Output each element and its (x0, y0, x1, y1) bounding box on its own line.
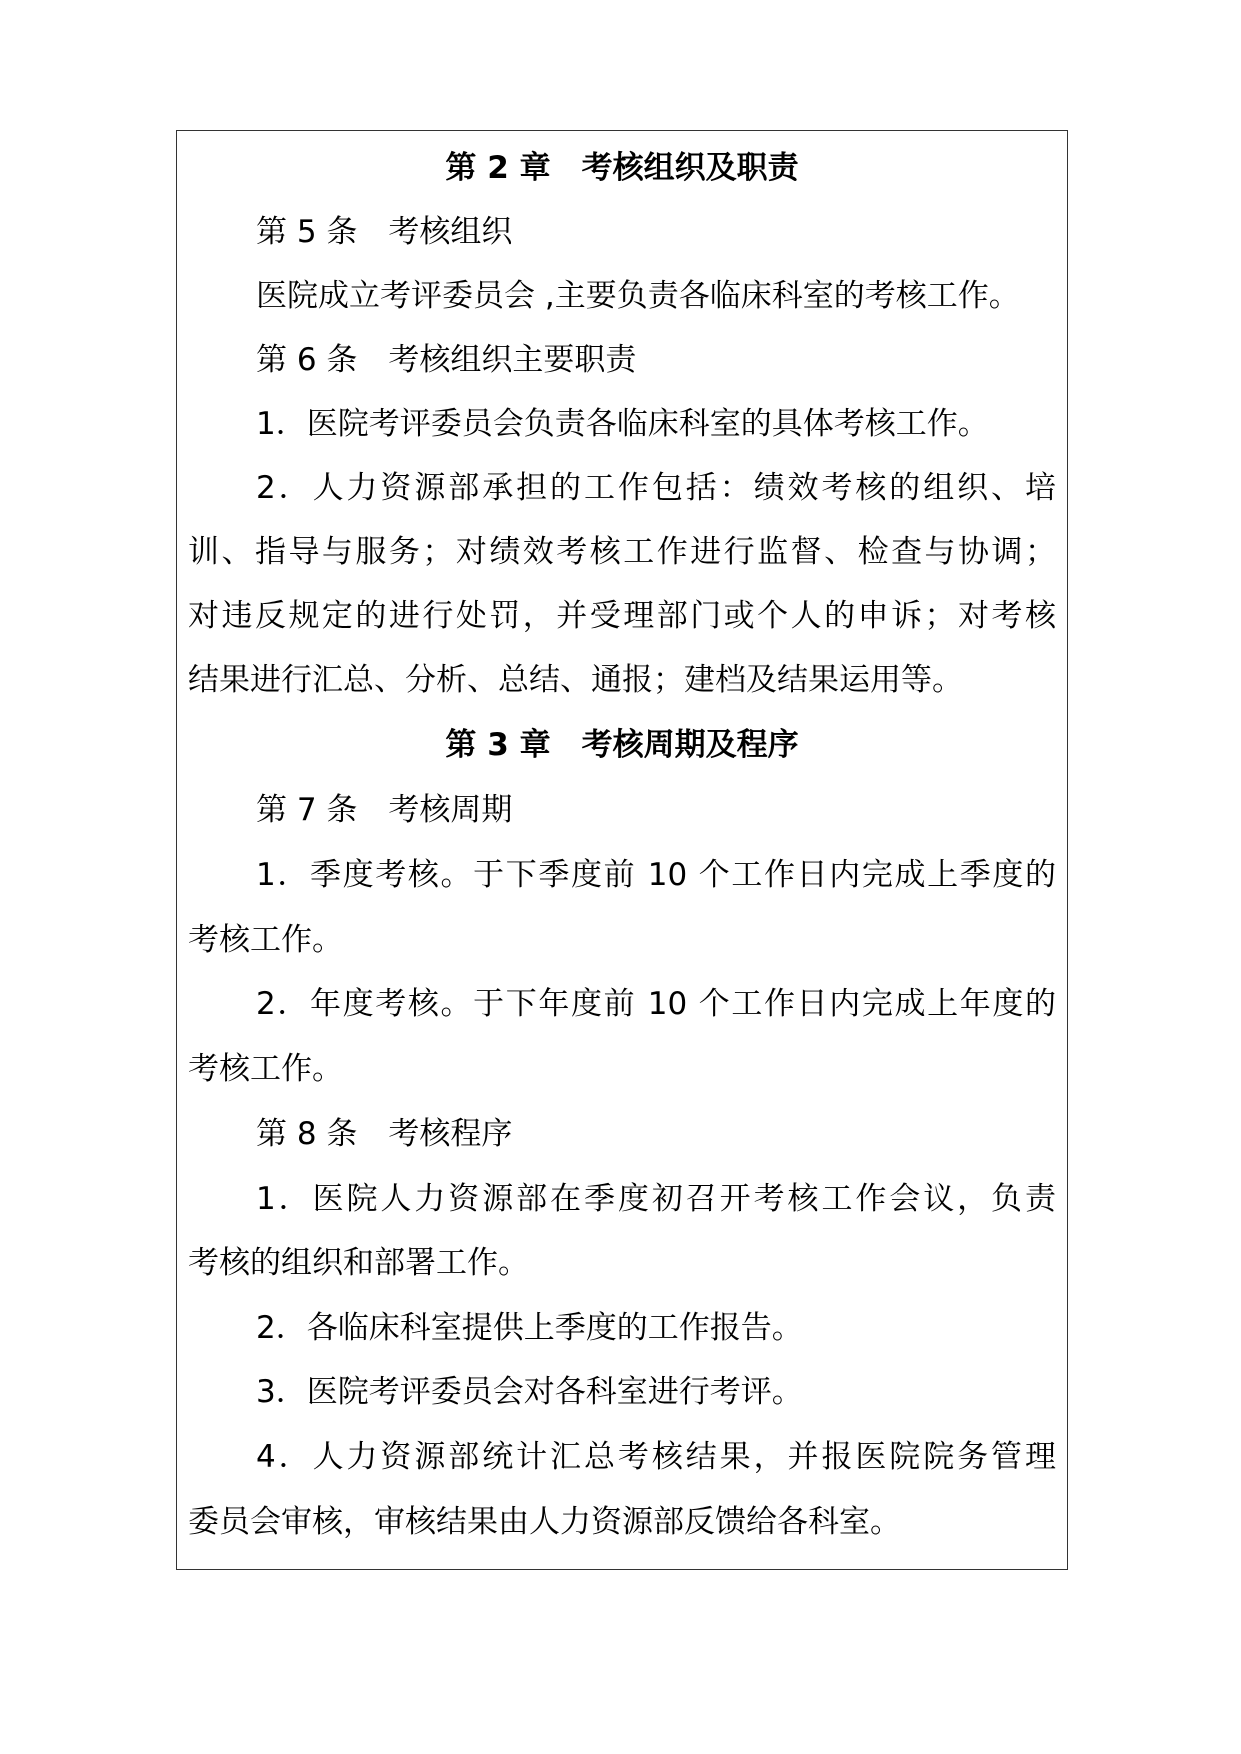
article-8-item-3: 3．医院考评委员会对各科室进行考评。 (256, 1374, 803, 1410)
article-8-item-1-line-2: 考核的组织和部署工作。 (188, 1245, 529, 1281)
article-8-item-4-line-2: 委员会审核，审核结果由人力资源部反馈给各科室。 (188, 1504, 901, 1540)
article-8-title: 第 8 条 考核程序 (256, 1116, 513, 1152)
article-6-item-2-line-1: 2．人力资源部承担的工作包括：绩效考核的组织、培 (256, 470, 1056, 506)
article-6-item-2-line-4: 结果进行汇总、分析、总结、通报；建档及结果运用等。 (188, 662, 963, 698)
chapter-2-title: 第 2 章 考核组织及职责 (445, 150, 799, 186)
article-6-item-2-line-2: 训、指导与服务；对绩效考核工作进行监督、检查与协调； (188, 534, 1056, 570)
article-6-title: 第 6 条 考核组织主要职责 (256, 342, 637, 378)
chapter-3-title: 第 3 章 考核周期及程序 (445, 727, 799, 763)
article-7-item-1-line-1: 1．季度考核。于下季度前 10 个工作日内完成上季度的 (256, 857, 1056, 893)
article-5-title: 第 5 条 考核组织 (256, 214, 513, 250)
article-8-item-2: 2．各临床科室提供上季度的工作报告。 (256, 1310, 803, 1346)
article-8-item-4-line-1: 4．人力资源部统计汇总考核结果，并报医院院务管理 (256, 1439, 1056, 1475)
article-6-item-1: 1．医院考评委员会负责各临床科室的具体考核工作。 (256, 406, 989, 442)
article-7-item-2-line-1: 2．年度考核。于下年度前 10 个工作日内完成上年度的 (256, 986, 1056, 1022)
article-7-item-2-line-2: 考核工作。 (188, 1051, 343, 1087)
article-5-text: 医院成立考评委员会 ,主要负责各临床科室的考核工作。 (256, 278, 1020, 314)
article-7-title: 第 7 条 考核周期 (256, 792, 513, 828)
article-6-item-2-line-3: 对违反规定的进行处罚，并受理部门或个人的申诉；对考核 (188, 598, 1056, 634)
article-8-item-1-line-1: 1．医院人力资源部在季度初召开考核工作会议，负责 (256, 1181, 1056, 1217)
article-7-item-1-line-2: 考核工作。 (188, 922, 343, 958)
